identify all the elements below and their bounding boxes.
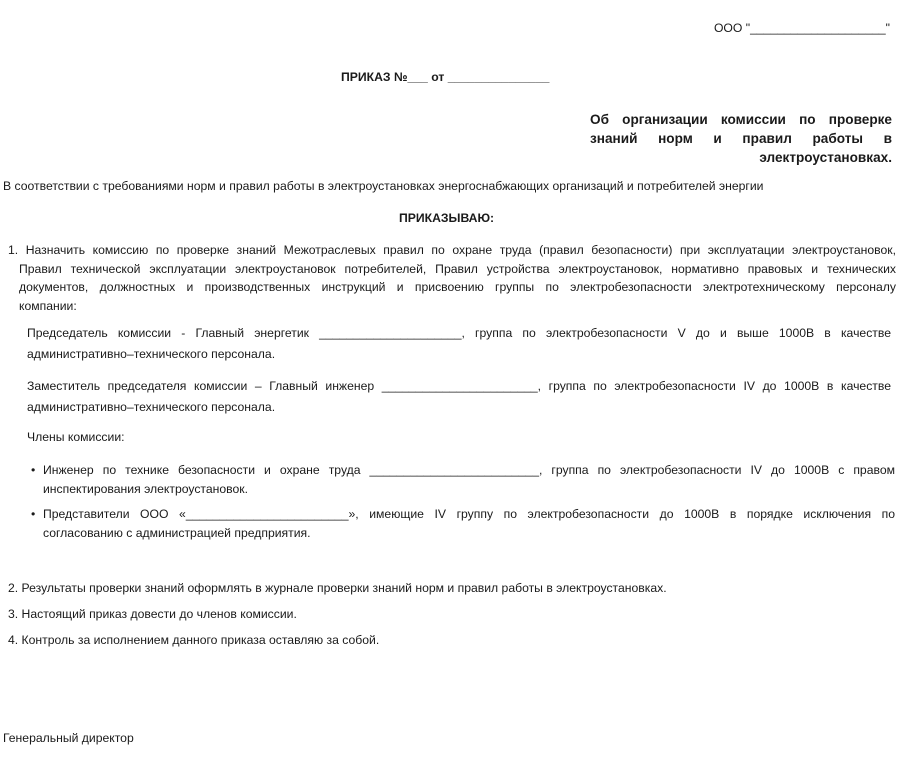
item-1-line: Правил технической эксплуатации электроустановок потребителей, Правил устройства электроустановок, нормативно правовых и технических	[19, 261, 896, 276]
item-3: 3. Настоящий приказ довести до членов комиссии.	[8, 607, 297, 621]
command-heading: ПРИКАЗЫВАЮ:	[399, 211, 495, 225]
chairman-line: административно–технического персонала.	[27, 347, 276, 361]
preamble: В соответствии с требованиями норм и правил работы в электроустановках энергоснабжающих организаций и потребителей энергии	[3, 179, 764, 193]
item-2: 2. Результаты проверки знаний оформлять в журнале проверки знаний норм и правил работы в электроустановках.	[8, 581, 667, 595]
order-subject-line: Об организации комиссии по проверке	[590, 112, 892, 127]
order-subject-line: электроустановках.	[759, 150, 892, 165]
member-line: Представители ООО «________________________», имеющие IV группу по электробезопасности до 1000В в порядке исключения по	[43, 507, 895, 521]
member-line: Инженер по технике безопасности и охране труда _________________________, группа по электробезопасности IV до 1000В с правом	[43, 463, 895, 477]
chairman-line: Председатель комиссии - Главный энергетик _____________________, группа по электробезопасности V до и выше 1000В в качестве	[27, 326, 891, 340]
order-subject-line: знаний норм и правил работы в	[590, 131, 892, 146]
chairman-paragraph	[27, 323, 891, 365]
company-name: ООО "____________________"	[713, 21, 890, 35]
member-line: согласованию с администрацией предприятия.	[43, 526, 311, 540]
deputy-line: Заместитель председателя комиссии – Главный инженер _______________________, группа по электробезопасности IV до 1000В в качестве	[27, 379, 891, 393]
item-1-line: 1. Назначить комиссию по проверке знаний Межотраслевых правил по охране труда (правил безопасности) при эксплуатации электроустановок,	[8, 243, 896, 257]
member-item	[43, 461, 895, 499]
deputy-paragraph	[27, 376, 891, 418]
member-bullet-icon: •	[31, 463, 36, 477]
members-label: Члены комиссии:	[27, 430, 125, 444]
member-bullet-icon: •	[31, 507, 36, 521]
order-title: ПРИКАЗ №___ от _______________	[341, 70, 550, 84]
member-line: инспектирования электроустановок.	[43, 482, 248, 496]
item-1-line: документов, должностных и производственных инструкций и присвоению группы по электробезопасности электротехническому персоналу	[19, 280, 896, 294]
item-1	[8, 241, 896, 315]
item-1-line: компании:	[19, 298, 77, 313]
item-4: 4. Контроль за исполнением данного приказа оставляю за собой.	[8, 633, 380, 647]
deputy-line: административно–технического персонала.	[27, 400, 276, 414]
signature-title: Генеральный директор	[3, 731, 134, 745]
member-item	[43, 505, 895, 543]
order-subject	[590, 110, 892, 167]
